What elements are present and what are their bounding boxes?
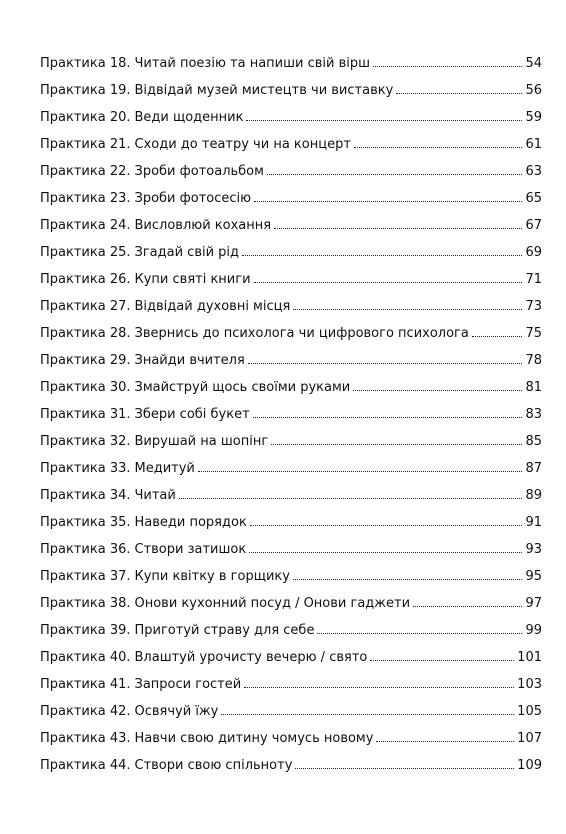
toc-entry: [40, 406, 542, 433]
entry-title: Сходи до театру чи на концерт: [134, 137, 351, 152]
dot-leader: [373, 65, 522, 67]
entry-label: Практика 24.: [40, 218, 131, 233]
entry-page-number: 56: [525, 83, 542, 98]
entry-page-number: 91: [525, 515, 542, 530]
toc-entry: [40, 676, 542, 703]
toc-entry: [40, 271, 542, 298]
entry-label: Практика 31.: [40, 407, 131, 422]
dot-leader: [271, 443, 522, 445]
entry-page-number: 103: [517, 677, 542, 692]
entry-title: Відвідай музей мистецтв чи виставку: [134, 83, 394, 98]
dot-leader: [472, 335, 523, 337]
entry-page-number: 85: [525, 434, 542, 449]
dot-leader: [242, 254, 522, 256]
entry-title: Влаштуй урочисту вечерю / свято: [134, 650, 368, 665]
entry-label: Практика 26.: [40, 272, 131, 287]
toc-entry: [40, 703, 542, 730]
entry-label: Практика 19.: [40, 83, 131, 98]
entry-label: Практика 42.: [40, 704, 131, 719]
toc-entry: [40, 622, 542, 649]
entry-title: Висловлюй кохання: [134, 218, 272, 233]
dot-leader: [221, 713, 514, 715]
dot-leader: [370, 659, 514, 661]
entry-label: Практика 33.: [40, 461, 131, 476]
entry-title: Вирушай на шопінг: [134, 434, 269, 449]
entry-page-number: 73: [525, 299, 542, 314]
toc-entry: [40, 217, 542, 244]
entry-label: Практика 23.: [40, 191, 131, 206]
entry-page-number: 69: [525, 245, 542, 260]
entry-label: Практика 30.: [40, 380, 131, 395]
entry-page-number: 59: [525, 110, 542, 125]
entry-page-number: 93: [525, 542, 542, 557]
entry-page-number: 109: [517, 758, 542, 773]
entry-page-number: 95: [525, 569, 542, 584]
entry-title: Купи квітку в горщику: [134, 569, 290, 584]
entry-page-number: 87: [525, 461, 542, 476]
table-of-contents: [40, 55, 542, 784]
entry-title: Зроби фотосесію: [134, 191, 252, 206]
dot-leader: [267, 173, 523, 175]
dot-leader: [254, 281, 523, 283]
dot-leader: [198, 470, 523, 472]
entry-title: Знайди вчителя: [134, 353, 245, 368]
dot-leader: [293, 578, 523, 580]
entry-label: Практика 39.: [40, 623, 131, 638]
dot-leader: [354, 146, 523, 148]
entry-label: Практика 22.: [40, 164, 131, 179]
entry-title: Освячуй їжу: [134, 704, 219, 719]
entry-page-number: 75: [525, 326, 542, 341]
dot-leader: [254, 200, 522, 202]
entry-label: Практика 41.: [40, 677, 131, 692]
entry-page-number: 78: [525, 353, 542, 368]
toc-entry: [40, 352, 542, 379]
toc-entry: [40, 433, 542, 460]
toc-entry: [40, 298, 542, 325]
toc-entry: [40, 379, 542, 406]
entry-page-number: 63: [525, 164, 542, 179]
entry-title: Веди щоденник: [134, 110, 244, 125]
entry-label: Практика 18.: [40, 56, 131, 71]
entry-label: Практика 34.: [40, 488, 131, 503]
entry-label: Практика 32.: [40, 434, 131, 449]
dot-leader: [250, 524, 523, 526]
entry-page-number: 71: [525, 272, 542, 287]
toc-entry: [40, 514, 542, 541]
entry-label: Практика 27.: [40, 299, 131, 314]
entry-label: Практика 28.: [40, 326, 131, 341]
entry-title: Запроси гостей: [134, 677, 242, 692]
toc-entry: [40, 163, 542, 190]
entry-page-number: 107: [517, 731, 542, 746]
toc-entry: [40, 244, 542, 271]
dot-leader: [179, 497, 523, 499]
entry-page-number: 61: [525, 137, 542, 152]
entry-title: Онови кухонний посуд / Онови гаджети: [134, 596, 411, 611]
entry-label: Практика 35.: [40, 515, 131, 530]
dot-leader: [246, 119, 522, 121]
entry-title: Читай: [134, 488, 176, 503]
entry-label: Практика 40.: [40, 650, 131, 665]
entry-label: Практика 36.: [40, 542, 131, 557]
entry-page-number: 99: [525, 623, 542, 638]
dot-leader: [317, 632, 522, 634]
entry-label: Практика 44.: [40, 758, 131, 773]
entry-page-number: 89: [525, 488, 542, 503]
dot-leader: [353, 389, 522, 391]
dot-leader: [376, 740, 514, 742]
dot-leader: [274, 227, 522, 229]
entry-label: Практика 21.: [40, 137, 131, 152]
entry-title: Створи свою спільноту: [134, 758, 293, 773]
dot-leader: [295, 767, 514, 769]
entry-title: Створи затишок: [134, 542, 247, 557]
entry-label: Практика 29.: [40, 353, 131, 368]
toc-entry: [40, 325, 542, 352]
dot-leader: [248, 362, 523, 364]
entry-title: Звернись до психолога чи цифрового психолога: [134, 326, 469, 341]
entry-title: Купи святі книги: [134, 272, 251, 287]
entry-page-number: 97: [525, 596, 542, 611]
entry-title: Навчи свою дитину чомусь новому: [134, 731, 374, 746]
entry-title: Відвідай духовні місця: [134, 299, 291, 314]
toc-entry: [40, 487, 542, 514]
toc-entry: [40, 595, 542, 622]
dot-leader: [249, 551, 522, 553]
entry-title: Медитуй: [134, 461, 195, 476]
toc-entry: [40, 55, 542, 82]
entry-label: Практика 25.: [40, 245, 131, 260]
entry-page-number: 67: [525, 218, 542, 233]
entry-page-number: 81: [525, 380, 542, 395]
toc-entry: [40, 460, 542, 487]
dot-leader: [396, 92, 522, 94]
toc-entry: [40, 190, 542, 217]
toc-entry: [40, 649, 542, 676]
entry-page-number: 83: [525, 407, 542, 422]
toc-entry: [40, 730, 542, 757]
entry-label: Практика 38.: [40, 596, 131, 611]
dot-leader: [293, 308, 522, 310]
toc-entry: [40, 136, 542, 163]
dot-leader: [413, 605, 522, 607]
entry-label: Практика 20.: [40, 110, 131, 125]
entry-title: Згадай свій рід: [134, 245, 240, 260]
entry-title: Читай поезію та напиши свій вірш: [134, 56, 371, 71]
entry-page-number: 105: [517, 704, 542, 719]
entry-page-number: 101: [517, 650, 542, 665]
dot-leader: [244, 686, 514, 688]
toc-entry: [40, 541, 542, 568]
dot-leader: [253, 416, 523, 418]
entry-title: Збери собі букет: [134, 407, 250, 422]
entry-title: Наведи порядок: [134, 515, 247, 530]
entry-page-number: 65: [525, 191, 542, 206]
entry-label: Практика 37.: [40, 569, 131, 584]
entry-title: Змайструй щось своїми руками: [134, 380, 351, 395]
toc-entry: [40, 82, 542, 109]
entry-title: Зроби фотоальбом: [134, 164, 264, 179]
entry-title: Приготуй страву для себе: [134, 623, 315, 638]
entry-page-number: 54: [525, 56, 542, 71]
toc-entry: [40, 109, 542, 136]
toc-entry: [40, 568, 542, 595]
toc-entry: [40, 757, 542, 784]
entry-label: Практика 43.: [40, 731, 131, 746]
